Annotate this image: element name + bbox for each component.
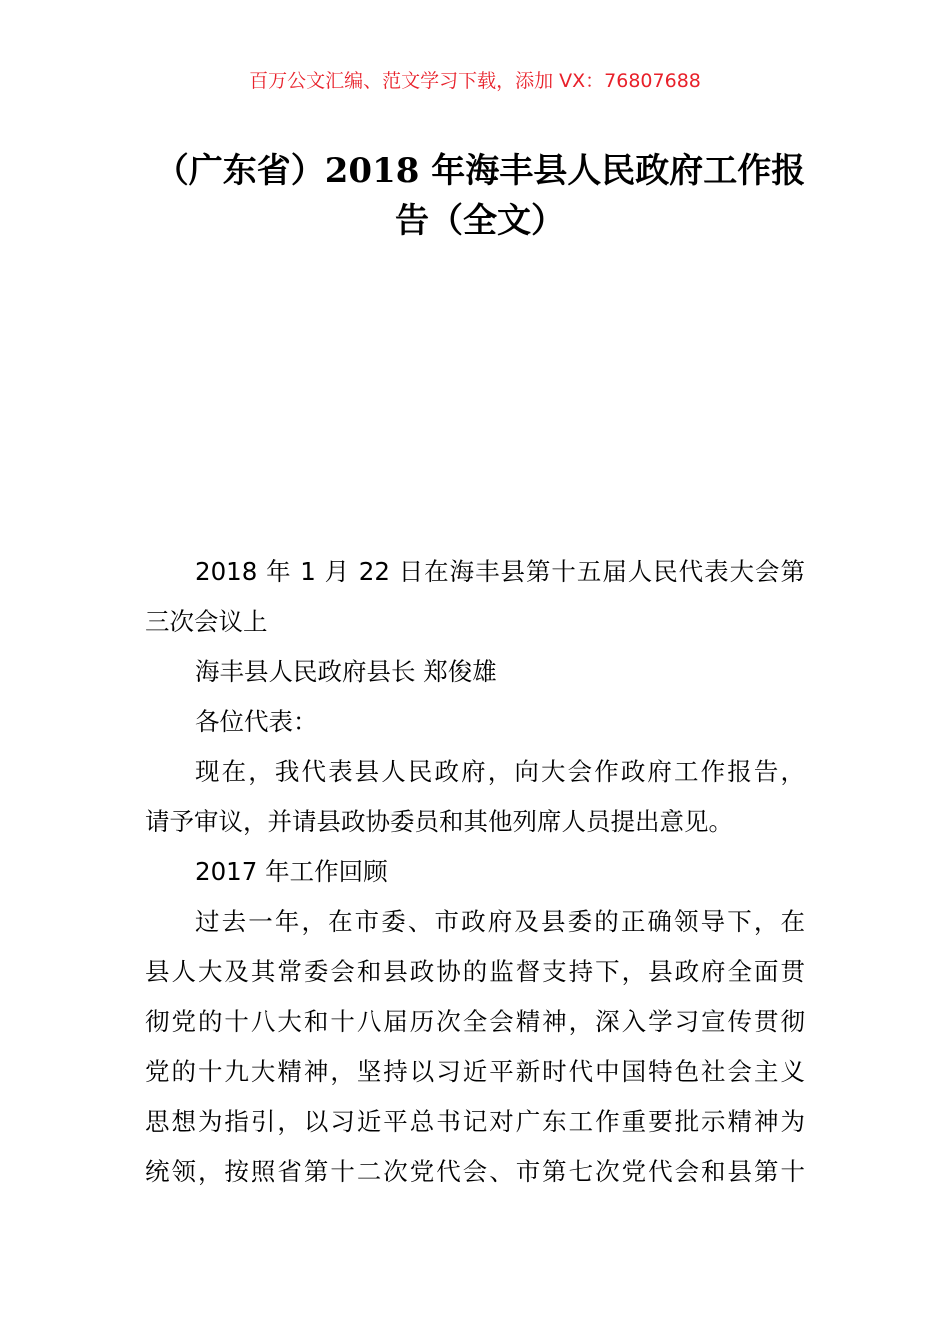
body-line: 三次会议上: [145, 607, 268, 636]
body-line: 彻党的十八大和十八届历次全会精神，深入学习宣传贯彻: [145, 1007, 805, 1036]
body-line: 海丰县人民政府县长 郑俊雄: [195, 657, 497, 686]
body-line: 2017 年工作回顾: [195, 857, 388, 886]
body-line: 县人大及其常委会和县政协的监督支持下，县政府全面贯: [145, 957, 805, 986]
document-title-line-2: 告（全文）: [395, 201, 565, 241]
body-line: 2018 年 1 月 22 日在海丰县第十五届人民代表大会第: [195, 557, 805, 586]
body-line: 过去一年，在市委、市政府及县委的正确领导下，在: [195, 907, 805, 936]
body-line: 各位代表：: [195, 707, 318, 736]
watermark-banner: 百万公文汇编、范文学习下载，添加 VX：76807688: [249, 70, 701, 92]
document-title-line-1: （广东省）2018 年海丰县人民政府工作报: [154, 151, 806, 191]
body-line: 思想为指引，以习近平总书记对广东工作重要批示精神为: [145, 1107, 805, 1136]
body-line: 党的十九大精神，坚持以习近平新时代中国特色社会主义: [145, 1057, 805, 1086]
body-line: 现在，我代表县人民政府，向大会作政府工作报告，: [195, 757, 805, 786]
body-line: 统领，按照省第十二次党代会、市第七次党代会和县第十: [145, 1157, 805, 1186]
body-line: 请予审议，并请县政协委员和其他列席人员提出意见。: [145, 807, 733, 836]
